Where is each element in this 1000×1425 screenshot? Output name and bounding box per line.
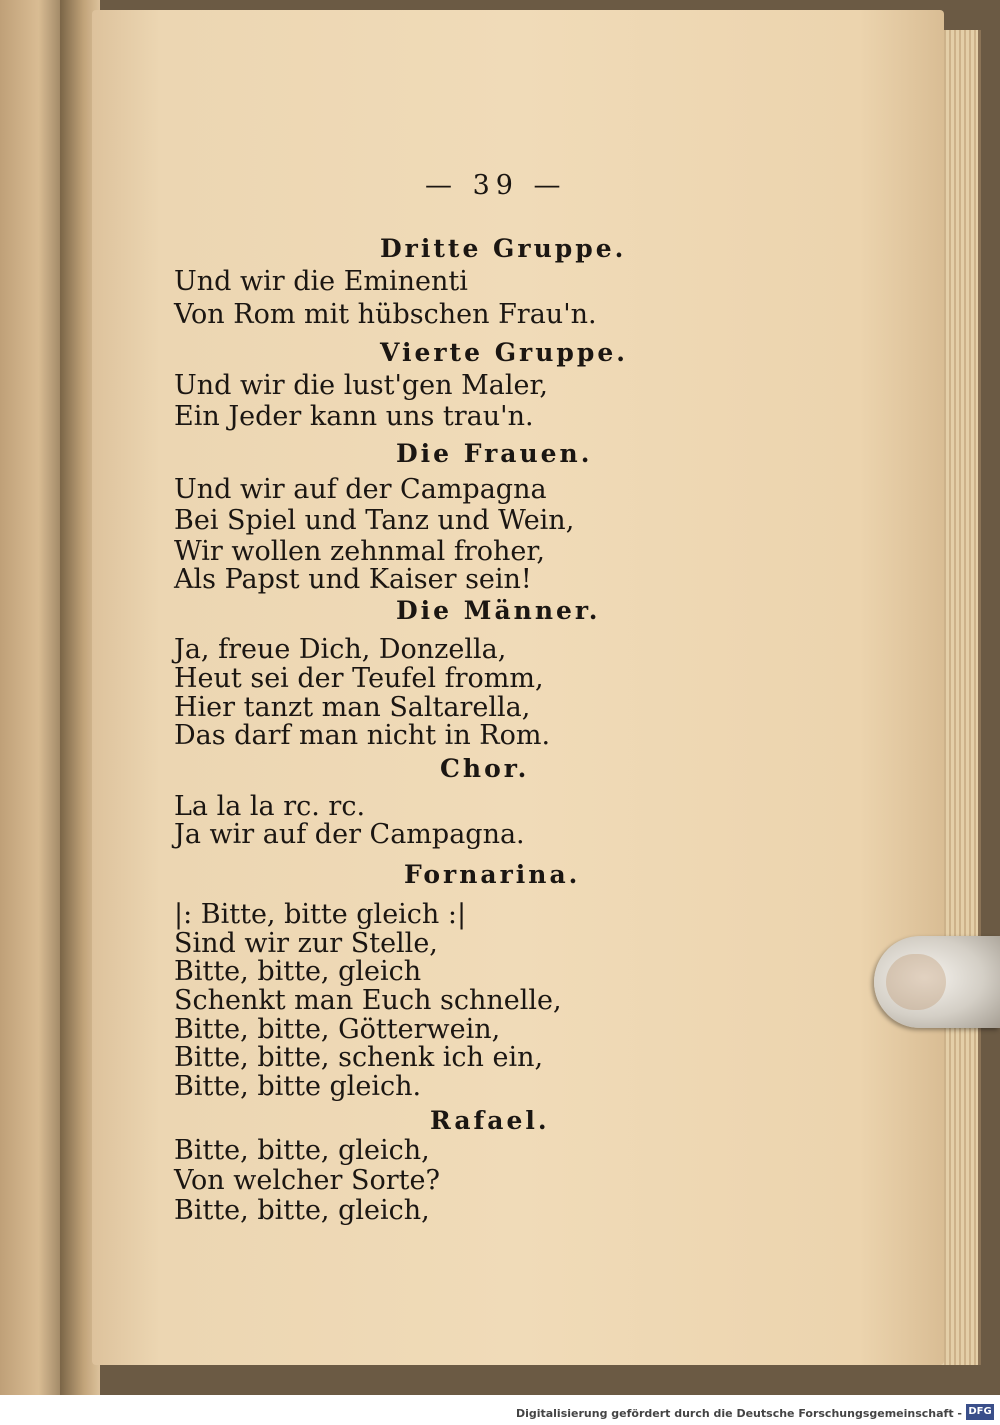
verse-line: Bitte, bitte, gleich, (174, 1135, 430, 1166)
heading-die-maenner: Die Männer. (396, 596, 601, 625)
heading-vierte-gruppe: Vierte Gruppe. (380, 338, 628, 367)
page-number: — 39 — (425, 170, 567, 201)
heading-fornarina: Fornarina. (404, 860, 581, 889)
verse-line: Hier tanzt man Saltarella, (174, 692, 531, 723)
verse-line: La la la rc. rc. (174, 791, 366, 822)
verse-line: Heut sei der Teufel fromm, (174, 663, 544, 694)
verse-line: Sind wir zur Stelle, (174, 928, 438, 959)
verse-line: Und wir die lust'gen Maler, (174, 370, 548, 401)
verse-line: Von Rom mit hübschen Frau'n. (174, 299, 597, 330)
footer-credit: Digitalisierung gefördert durch die Deutsche Forschungsgemeinschaft - (515, 1407, 962, 1420)
verse-line: Bei Spiel und Tanz und Wein, (174, 505, 575, 536)
verse-line: Bitte, bitte, Götterwein, (174, 1014, 501, 1045)
verse-line: Ein Jeder kann uns trau'n. (174, 401, 534, 432)
verse-line: Das darf man nicht in Rom. (174, 720, 551, 751)
heading-rafael: Rafael. (430, 1106, 550, 1135)
verse-line: Von welcher Sorte? (174, 1165, 440, 1196)
clip-reflection (886, 954, 946, 1010)
verse-line: Bitte, bitte gleich. (174, 1071, 422, 1102)
heading-dritte-gruppe: Dritte Gruppe. (380, 234, 627, 263)
heading-chor: Chor. (440, 754, 530, 783)
verse-line: |: Bitte, bitte gleich :| (174, 899, 467, 930)
verse-line: Schenkt man Euch schnelle, (174, 985, 562, 1016)
page-clip (874, 936, 1000, 1028)
verse-line: Ja, freue Dich, Donzella, (174, 634, 507, 665)
verse-line: Wir wollen zehnmal froher, (174, 536, 545, 567)
verse-line: Bitte, bitte, gleich, (174, 1195, 430, 1226)
heading-die-frauen: Die Frauen. (396, 439, 593, 468)
verse-line: Und wir auf der Campagna (174, 474, 547, 505)
verse-line: Bitte, bitte, schenk ich ein, (174, 1042, 544, 1073)
dfg-logo: DFG (966, 1404, 994, 1420)
verse-line: Bitte, bitte, gleich (174, 956, 422, 987)
verse-line: Als Papst und Kaiser sein! (174, 564, 532, 595)
verse-line: Ja wir auf der Campagna. (174, 819, 525, 850)
verse-line: Und wir die Eminenti (174, 266, 468, 297)
